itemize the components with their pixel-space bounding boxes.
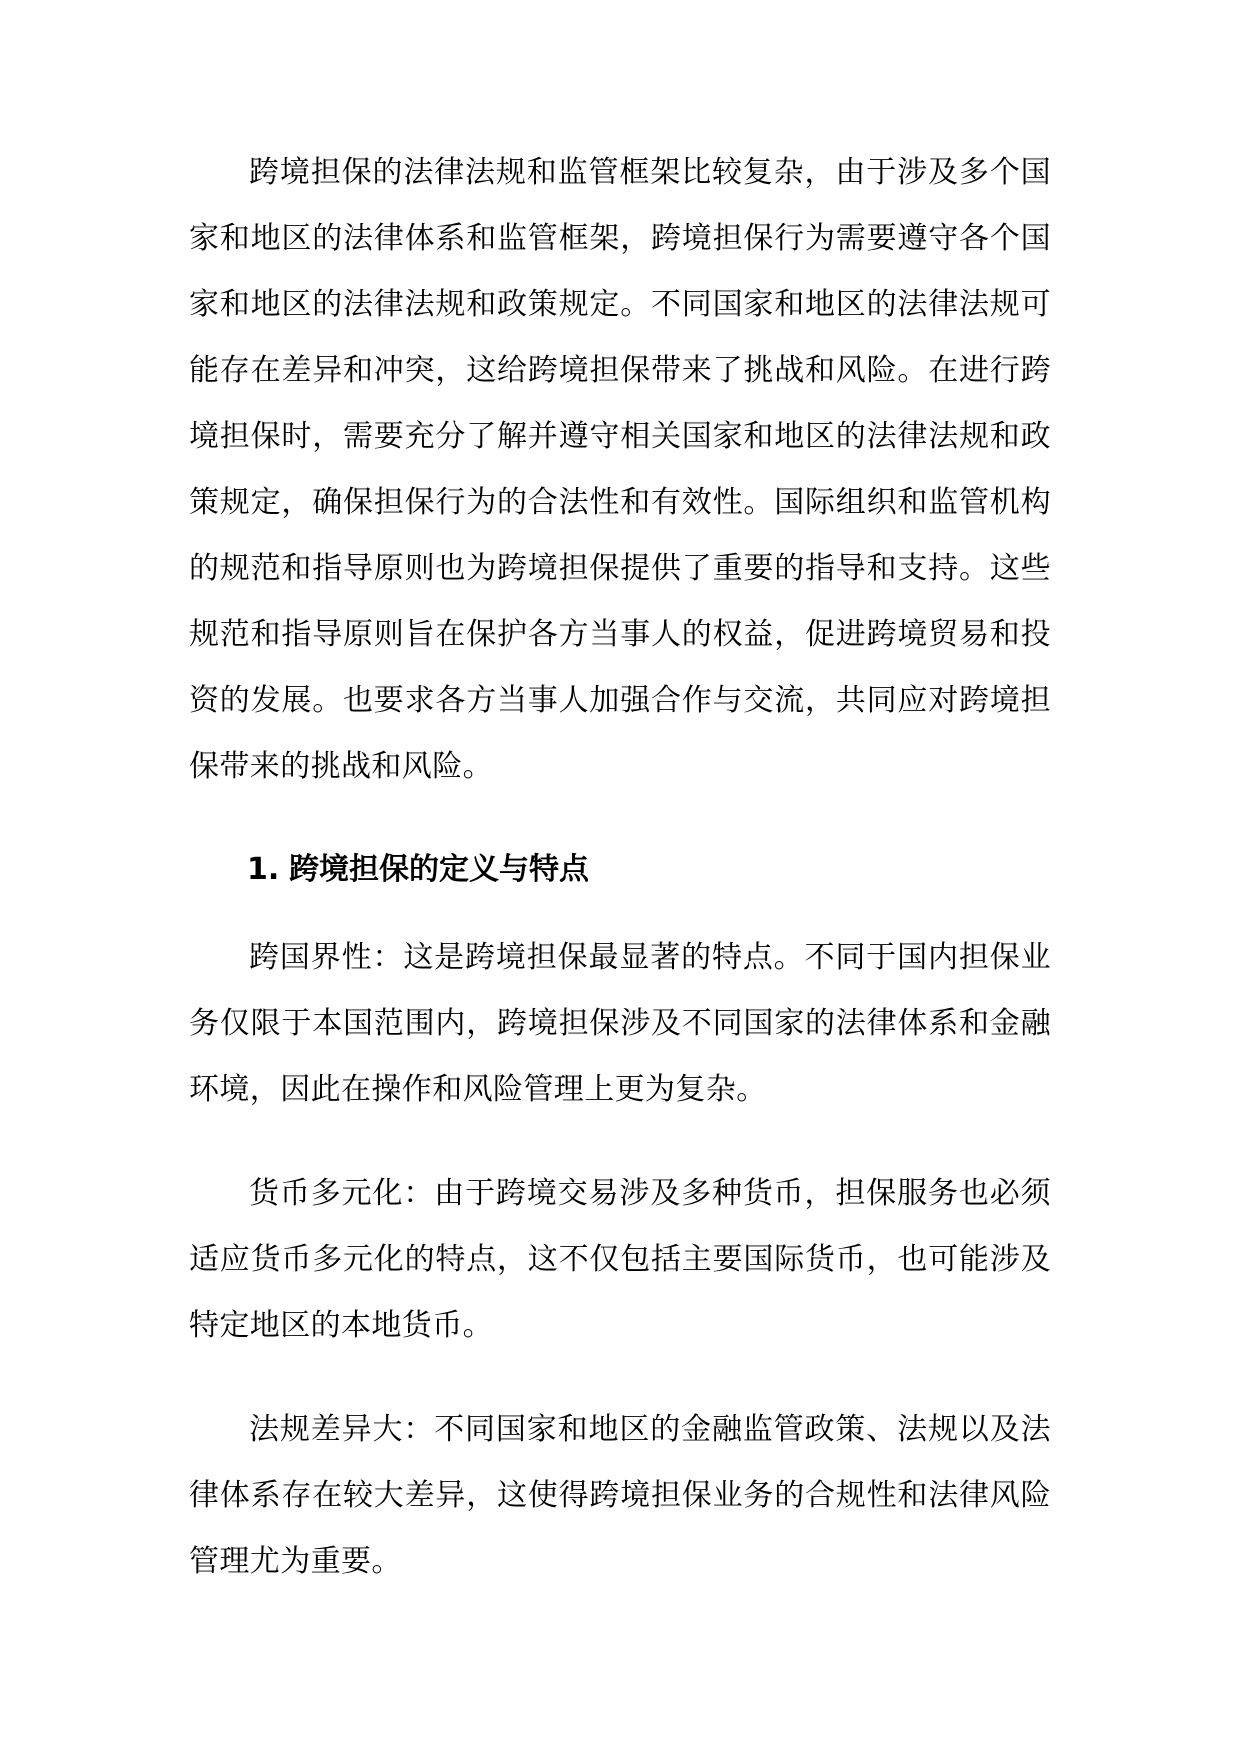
section-number: 1. <box>247 852 280 887</box>
feature-paragraph-cross-border: 跨国界性：这是跨境担保最显著的特点。不同于国内担保业务仅限于本国范围内，跨境担保涉及不同国家的法律体系和金融环境，因此在操作和风险管理上更为复杂。 <box>189 940 1051 1107</box>
section-heading <box>247 850 589 890</box>
intro-paragraph: 跨境担保的法律法规和监管框架比较复杂，由于涉及多个国家和地区的法律体系和监管框架，跨境担保行为需要遵守各个国家和地区的法律法规和政策规定。不同国家和地区的法律法规可能存在差异和冲突，这给跨境担保带来了挑战和风险。在进行跨境担保时，需要充分了解并遵守相关国家和地区的法律法规和政策规定，确保担保行为的合法性和有效性。国际组织和监管机构的规范和指导原则也为跨境担保提供了重要的指导和支持。这些规范和指导原则旨在保护各方当事人的权益，促进跨境贸易和投资的发展。也要求各方当事人加强合作与交流，共同应对跨境担保带来的挑战和风险。 <box>189 155 1051 784</box>
feature-paragraph-regulation: 法规差异大：不同国家和地区的金融监管政策、法规以及法律体系存在较大差异，这使得跨境担保业务的合规性和法律风险管理尤为重要。 <box>189 1412 1051 1579</box>
feature-paragraph-currency: 货币多元化：由于跨境交易涉及多种货币，担保服务也必须适应货币多元化的特点，这不仅包括主要国际货币，也可能涉及特定地区的本地货币。 <box>189 1176 1051 1343</box>
section-title: 跨境担保的定义与特点 <box>289 852 589 887</box>
